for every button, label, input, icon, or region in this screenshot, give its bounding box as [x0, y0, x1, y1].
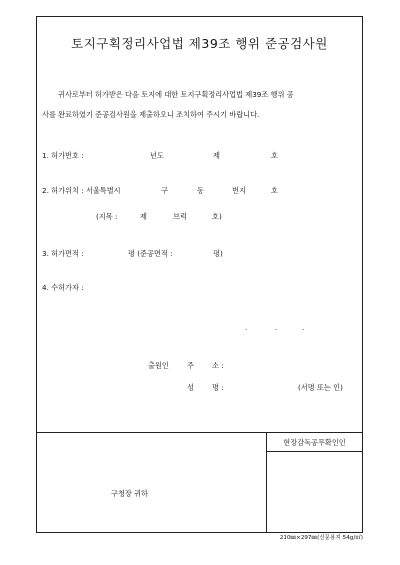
signature-note: (서명 또는 인) [298, 383, 343, 392]
item-1-label: 1. 허가번호 : [42, 151, 84, 160]
paper-spec-footnote: 210㎜×297㎜(신문용지 54g/㎡) [279, 535, 363, 541]
form-title: 토지구획정리사업법 제39조 행위 준공검사원 [71, 36, 328, 51]
addressee: 구청장 귀하 [111, 489, 149, 498]
intro-line-2: 사를 완료하였기 준공검사원을 제출하오니 조치하여 주시기 바랍니다. [42, 110, 260, 119]
bottom-section-divider [36, 432, 363, 433]
item-1-ho: 호 [271, 151, 278, 160]
item-2-label: 2. 허가위치 : 서울특별시 [42, 186, 121, 195]
name-myeong: 명 : [212, 383, 224, 392]
date-dot-1: · [245, 325, 248, 334]
name-seong: 성 [187, 383, 194, 392]
applicant-label: 출원인 [148, 361, 169, 370]
intro-line-1: 귀사로부터 허가받은 다음 토지에 대한 토지구획정리사업법 제39조 행위 공 [58, 90, 294, 99]
confirm-box-header-border [266, 451, 363, 452]
item-3-label: 3. 허가면적 : [42, 249, 84, 258]
address-ju: 주 [187, 361, 194, 370]
jimok-bulock: 브럭 [173, 212, 187, 221]
item-4-label: 4. 수허가자 : [42, 283, 84, 292]
item-1-je: 제 [213, 151, 220, 160]
item-2-ho: 호 [271, 186, 278, 195]
confirm-box-title: 현장감독공무확인인 [283, 438, 346, 447]
item-1-year: 년도 [150, 151, 164, 160]
item-3-pyeong-close: 평) [213, 249, 223, 258]
address-so: 소 : [212, 361, 224, 370]
date-dot-2: · [275, 325, 278, 334]
item-2-gu: 구 [161, 186, 168, 195]
jimok-ho-close: 호) [212, 212, 222, 221]
item-3-pyeong-area: 평 (준공면적 : [128, 249, 173, 258]
date-dot-3: · [302, 325, 305, 334]
item-2-beonji: 번지 [232, 186, 246, 195]
jimok-open: (지목 : [96, 212, 118, 221]
confirm-box-left-border [266, 432, 267, 533]
item-2-dong: 동 [197, 186, 204, 195]
jimok-je: 제 [140, 212, 147, 221]
